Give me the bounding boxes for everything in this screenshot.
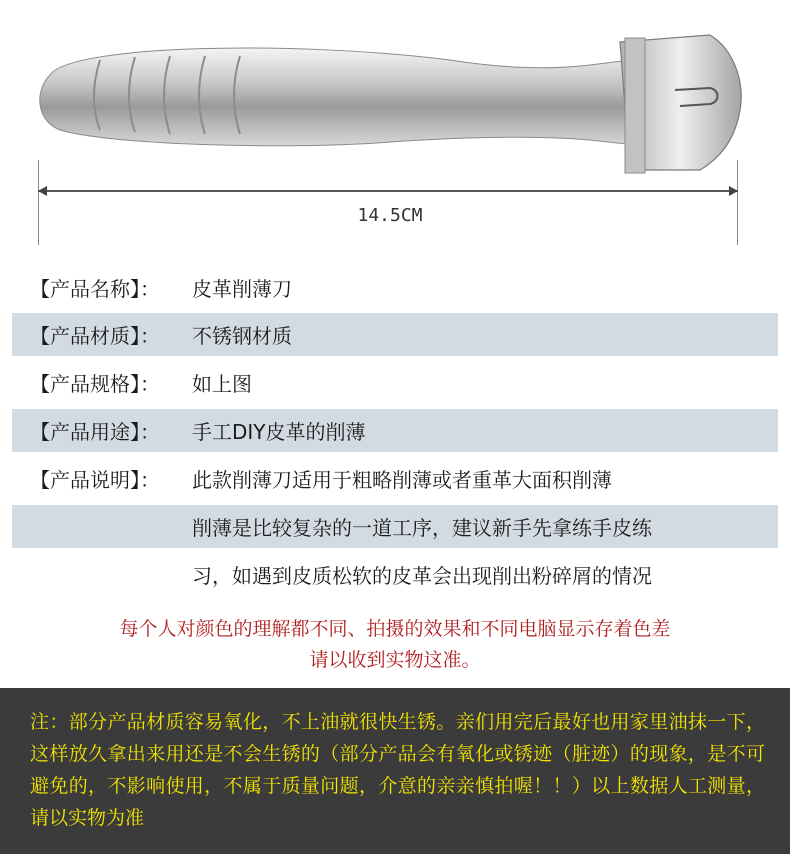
leather-knife-image: [30, 30, 760, 180]
color-notice-line-2: 请以收到实物这准。: [309, 649, 481, 671]
color-notice-line-1: 每个人对颜色的理解都不同、拍摄的效果和不同电脑显示存着色差: [119, 618, 671, 640]
spec-key: 【产品名称】：: [30, 277, 160, 301]
dimension-arrow-left: [38, 186, 47, 196]
footer-notice-panel: [0, 688, 790, 854]
spec-row-usage: [12, 409, 778, 452]
spec-key: 【产品规格】：: [30, 372, 160, 396]
spec-key: 【产品材质】：: [30, 324, 160, 348]
dimension-arrow-right: [729, 186, 738, 196]
spec-row-description-line-2: [12, 505, 778, 548]
spec-row-description-line-3: [12, 553, 778, 596]
description-line: 削薄是比较复杂的一道工序，建议新手先拿练手皮练: [192, 516, 652, 540]
spec-key: 【产品说明】：: [30, 468, 160, 492]
spec-row-size: [12, 361, 778, 404]
dimension-label: 14.5CM: [357, 205, 423, 226]
dimension-line: [38, 190, 738, 192]
spec-row-name: [12, 266, 778, 309]
description-line: 习，如遇到皮质松软的皮革会出现削出粉碎屑的情况: [192, 564, 652, 588]
spec-value: 手工DIY皮革的削薄: [192, 420, 366, 444]
spec-value: 此款削薄刀适用于粗略削薄或者重革大面积削薄: [192, 468, 612, 492]
spec-value: 如上图: [192, 372, 252, 396]
spec-value: 皮革削薄刀: [192, 277, 292, 301]
dimension-tick-left: [38, 160, 39, 245]
spec-row-description: [12, 457, 778, 500]
dimension-tick-right: [737, 160, 738, 245]
spec-value: 不锈钢材质: [192, 324, 292, 348]
footer-notice-text: 注：部分产品材质容易氧化，不上油就很快生锈。亲们用完后最好也用家里油抹一下，这样放久拿出来用还是不会生锈的（部分产品会有氧化或锈迹（脏迹）的现象，是不可避免的，不影响使用，不属于质量问题，介意的亲亲慎拍喔！！）以上数据人工测量，请以实物为准: [30, 711, 765, 829]
spec-row-material: [12, 313, 778, 356]
spec-key: 【产品用途】：: [30, 420, 160, 444]
